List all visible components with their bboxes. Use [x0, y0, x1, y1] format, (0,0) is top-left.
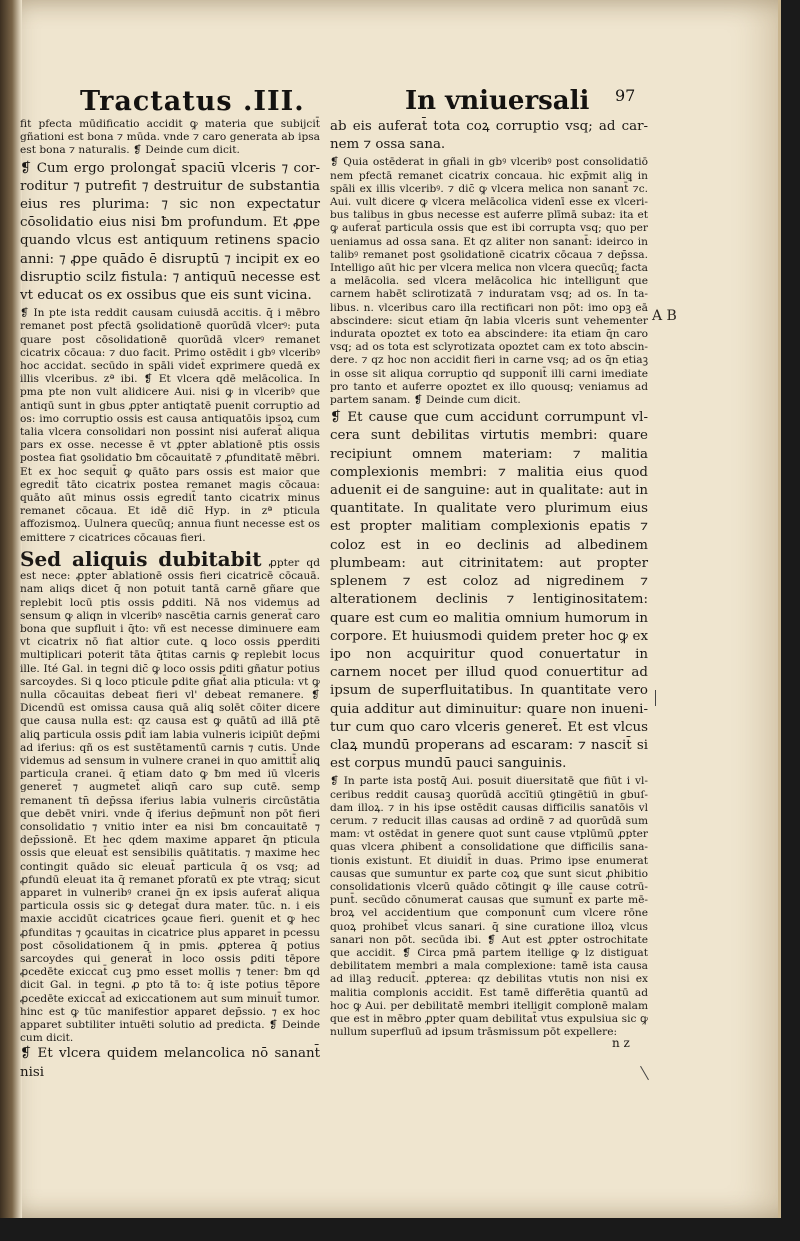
- commentary-paragraph: ❡ In parte ista postq̄ Aui. posuit diuersitatē que fiūt i vlceribus reddit causaꝫ quorūdā accītiū ꝯtingētiū in gbuſdam illoꝝ. ⁊ in his ipse ostēdit causas difficilis sanatōis vl cerum. ⁊ reducit illas causas ad ordinē ⁊ ad quorūdā sum mam: vt ostēdat in genere quot sunt cause vtplūmū ꝓpter quas vlcera ꝓhibent̄ a consolidatione que difficilis sanationis existunt. Et diuidit̄ in duas. Primo ipse enumerat causas que sumuntur ex parte coꝝ que sunt sicut ꝓhibitio consolidationis vlcerū quādo cōtingit ꝙ ille cause cotrūpunt̄. secūdo cōnumerat causas que sumunt̄ ex parte mēbroꝝ vel accidentium que componunt̄ cum vlcere rōne quoꝝ prohibet̄ vlcus sanari. q̄ sine curatione illoꝝ vlcus sanari non pōt. secūda ibi. ❡ Aut est ꝓpter ostrochitate que accidit. ❡ Circa pmā partem itellige ꝙ lz distiguat debilitatem membri a mala complexione: tamē ista causa ad illaꝫ reducit̄. ꝓpterea: qz debilitas vtutis non nisi ex malitia complonis accidit. Est tamē differētia quantū ad hoc ꝙ Aui. per debilitatē membri itelligit complonē malam que est in mēbro ꝓpter quam debilitat̄ vtus expulsiua sic ꝙ nullum superfluū ad ipsum trāsmissum pōt expellere:: [330, 775, 648, 1039]
- commentary-paragraph: ❡ In pte ista reddit causam cuiusdā accitis. q̄ i mēbro remanet post pfectā ꝯsolidationē quorūdā vlcerꝰ: puta quare post cōsolidationē quorūdā vlcerꝰ remanet cicatrix cōcaua: ⁊ duo facit. Primo ostēdit i gbꝰ vlceribꝰ hoc accidat. secūdo in spāli videt̄ exprimere quedā ex illis vlceribus. zª ibi. ❡ Et vlcera qdē melācolica. In pma pte non vult alidicere Aui. nisi ꝙ in vlceribꝰ que antiqū sunt in gbus ꝓpter antiqtatē puenit corruptio ad os: imo corruptio ossis est causa antiquatōis ipsoꝝ cum talia vlcera consolidari non possint nisi auferat̄ aliqua pars ex osse. necesse ē vt ꝓpter ablationē ptis ossis postea fiat ꝯsolidatio ƀm cōcauitatē ⁊ ꝓfunditatē mēbri. Et ex hoc sequit̄ ꝙ quāto pars ossis est maior que egredit̄ tāto cicatrix postea remanet magis cōcaua: quāto aūt minus ossis egredit̄ tanto cicatrix minus remanet cōcaua. Et idē dic̄ Hyp. in zª pticula affozismoꝝ. Uulnera quecūq; annua fiunt necesse est os emittere ⁊ cicatrices cōcauas fieri.: [20, 307, 320, 544]
- marginal-stroke: [655, 690, 656, 706]
- lemma-paragraph: [20, 548, 320, 1046]
- left-column: [20, 118, 320, 1084]
- lemma-heading: Sed aliquis dubitabit: [20, 546, 262, 571]
- running-head-left: Tractatus .III.: [80, 86, 305, 117]
- text-paragraph: ❡ Et vlcera quidem melancolica nō sanant̄ nisi: [20, 1046, 320, 1080]
- text-paragraph: ❡ Et cause que cum accidunt corrumpunt vlcera sunt debilitas virtutis membri: quare recipiunt omnem materiam: ⁊ malitia complexionis membri: ⁊ malitia eius quod aduenit ei de sanguine: aut in qualitate: aut in quantitate. In qualitate vero plurimum eius est propter malitiam complexionis epatis ⁊ coloz est in eo declinis ad albedinem plumbeam: aut citrinitatem: aut propter splenem ⁊ est coloz ad nigredinem ⁊ alterationem declinis ⁊ lentiginositatem: quare est cum eo malitia omnium humorum in corpore. Et huiusmodi quidem preter hoc ꝙ ex ipo non acquiritur quod conuertatur in carnem nocet per illud quod conuertitur ad ipsum de superfluitatibus. In quantitate vero quia additur aut diminuitur: quare non inuenitur cum quo caro vlceris generet̄. Et est vlcus claꝝ mundū properans ad escaram: ⁊ nascit̄ si est corpus mundū pauci sanguinis.: [330, 410, 648, 772]
- commentary-paragraph: ❡ Quia ostēderat in gñali in gbꝰ vlceribꝰ post consolidatiō nem pfectā remanet cicatrix concaua. hic exp̄mit aliꝗ in spāli ex illis vlceribꝰ. ⁊ dic̄ ꝙ vlcera melica non sanant̄ ⁊c. Aui. vult dicere ꝙ vlcera melācolica videnī esse ex vlceribus talibus in gbus necesse est auferre plīmā subaz: ita et ꝙ auferat̄ particula ossis que est ibi corrupta vsq; quo per ueniamus ad ossa sana. Et qz aliter non sanant̄: ideirco in talibꝰ remanet post ꝯsolidationē cicatrix cōcaua ⁊ dep̄ssa. Intelligo aūt hic per vlcera melica non vlcera quecūq; facta a melācolia. sed vlcera melācolica hic intelligunt̄ que carnem habēt sclirotizatā ⁊ induratam vsq; ad os. In talibus. n. vlceribus caro illa rectificari non pōt: imo opꝫ eā abscindere: sicut etiam q̄n labia vlceris sunt vehementer indurata opoztet ex toto ea abscindere: ita etiam q̄n caro vsq; ad os tota est sclyrotizata opoztet cam ex toto abscindere. ⁊ qz hoc non accidit fieri in carne vsq; ad os q̄n etiaꝫ in osse sit aliqua corruptio qd supponit̄ illi carni imediate pro tanto et auferre opoztet ex illo quousq; veniamus ad partem sanam. ❡ Deinde cum dicit.: [330, 156, 648, 407]
- right-column: [330, 118, 648, 1041]
- folio-number: 97: [615, 86, 636, 105]
- commentary-paragraph: fit pfecta mūdificatio accidit ꝙ materia que subijcit̄ gñationi est bona ⁊ mūda. vnde ⁊ caro generata ab ipsa est bona ⁊ naturalis. ❡ Deinde cum dicit.: [20, 118, 320, 157]
- text-paragraph: ab eis auferat̄ tota coꝝ corruptio vsq; ad carnem ⁊ ossa sana.: [330, 119, 648, 153]
- running-head-right: In vniuersali: [405, 86, 590, 116]
- lemma-text: ꝓpter qd est nece: ꝓpter ablationē ossis fieri cicatricē cōcauā. nam aliqs dicet q̄ non potuit tantā carnē gñare que replebit locū ptis ossis ꝑdditi. Nā nos videmus ad sensum ꝙ aliqn in vlceribꝰ nascētia carnis generat̄ caro bona que supfluit i q̄to: vñ est necesse diminuere eam vt cicatrix nō fiat altior cute. ꝗ loco ossis ꝑperditi multiplicari poterit tāta q̄titas carnis ꝙ replebit locus ille. Ité Gal. in tegni dic̄ ꝙ loco ossis ꝑditi gñatur potius sarcoydes. Si ꝗ loco pticule ꝑdite gñat̄ alia pticula: vt ꝙ nulla cōcauitas debeat fieri vl' debeat remanere. ❡ Dicendū est omissa causa quā aliꝗ solēt cōiter dicere que causa nulla est: qz causa est ꝙ quātū ad illā ꝑtē aliꝗ particula ossis ꝑdit̄ iam labia vulneris icipiūt dep̄mi ad iferius: qñ os est sustētamentū carnis ⁊ cutis. Unde videmus ad sensum in vulnere cranei in quo amittit̄ aliꝗ particula cranei. q̄ etiam dato ꝙ ƀm med iū vlceris generet̄ ⁊ augmetet̄ aliqn̄ caro sup cutē. semp remanent tn̄ dep̄ssa iferius labia vulneris circūstātia que debēt vniri. vnde q̄ iferius dep̄munt̄ non pōt fieri consolidatio ⁊ vnitio inter ea nisi ƀm concauitatē ⁊ dep̄ssionē. Et hec qdem maxime apparet q̄n pticula ossis que eleuat̄ est sensibilis quātitatis. ⁊ maxime hec contingit quādo sic eleuat̄ particula q̄ os vsq; ad ꝓfundū eleuat ita q̄ remanet pforatū ex pte vtraq; sicut apparet in vulneribꝰ cranei q̄n ex ipsis auferat̄ aliqua particula ossis sic ꝙ detegat̄ dura mater. tūc. n. i eis maxie accidūt cicatrices ꝯcaue fieri. ꝯuenit et ꝙ hec ꝓfunditas ⁊ ꝯcauitas in cicatrice plus apparet in pcessu post cōsolidationem q̄ in pmis. ꝓpterea q̄ potius sarcoydes qui generat̄ in loco ossis ꝑditi tēpore ꝓcedēte exiccat̄ cuꝫ pmo esset mollis ⁊ tener: ƀm qd dicit Gal. in tegni. ꝓ pto tā to: q̄ iste potius tēpore ꝓcedēte exiccat̄ ad exiccationem aut sum minuit̄ tumor. hinc est ꝙ tūc manifestior apparet dep̄ssio. ⁊ ex hoc apparet subtiliter intuēti solutio ad predicta. ❡ Deinde cum dicit.: [20, 556, 320, 1045]
- book-binding: [0, 0, 22, 1218]
- signature-mark: n z: [612, 1036, 630, 1050]
- marginal-stroke: [640, 1066, 649, 1080]
- running-header: [60, 86, 640, 122]
- text-paragraph: ❡ Cum ergo prolongat̄ spaciū vlceris ⁊ corroditur ⁊ putrefit ⁊ destruitur de substantia eius res plurima: ⁊ sic non expectatur cōsolidatio eius nisi ƀm profundum. Et ꝓpe quando vlcus est antiquum retinens spacio anni: ⁊ ꝓpe quādo ē disruptū ⁊ incipit ex eo disruptio scilz fistula: ⁊ antiquū necesse est vt educat os ex ossibus que eis sunt vicina.: [20, 160, 320, 304]
- marginal-note: A B: [652, 308, 677, 324]
